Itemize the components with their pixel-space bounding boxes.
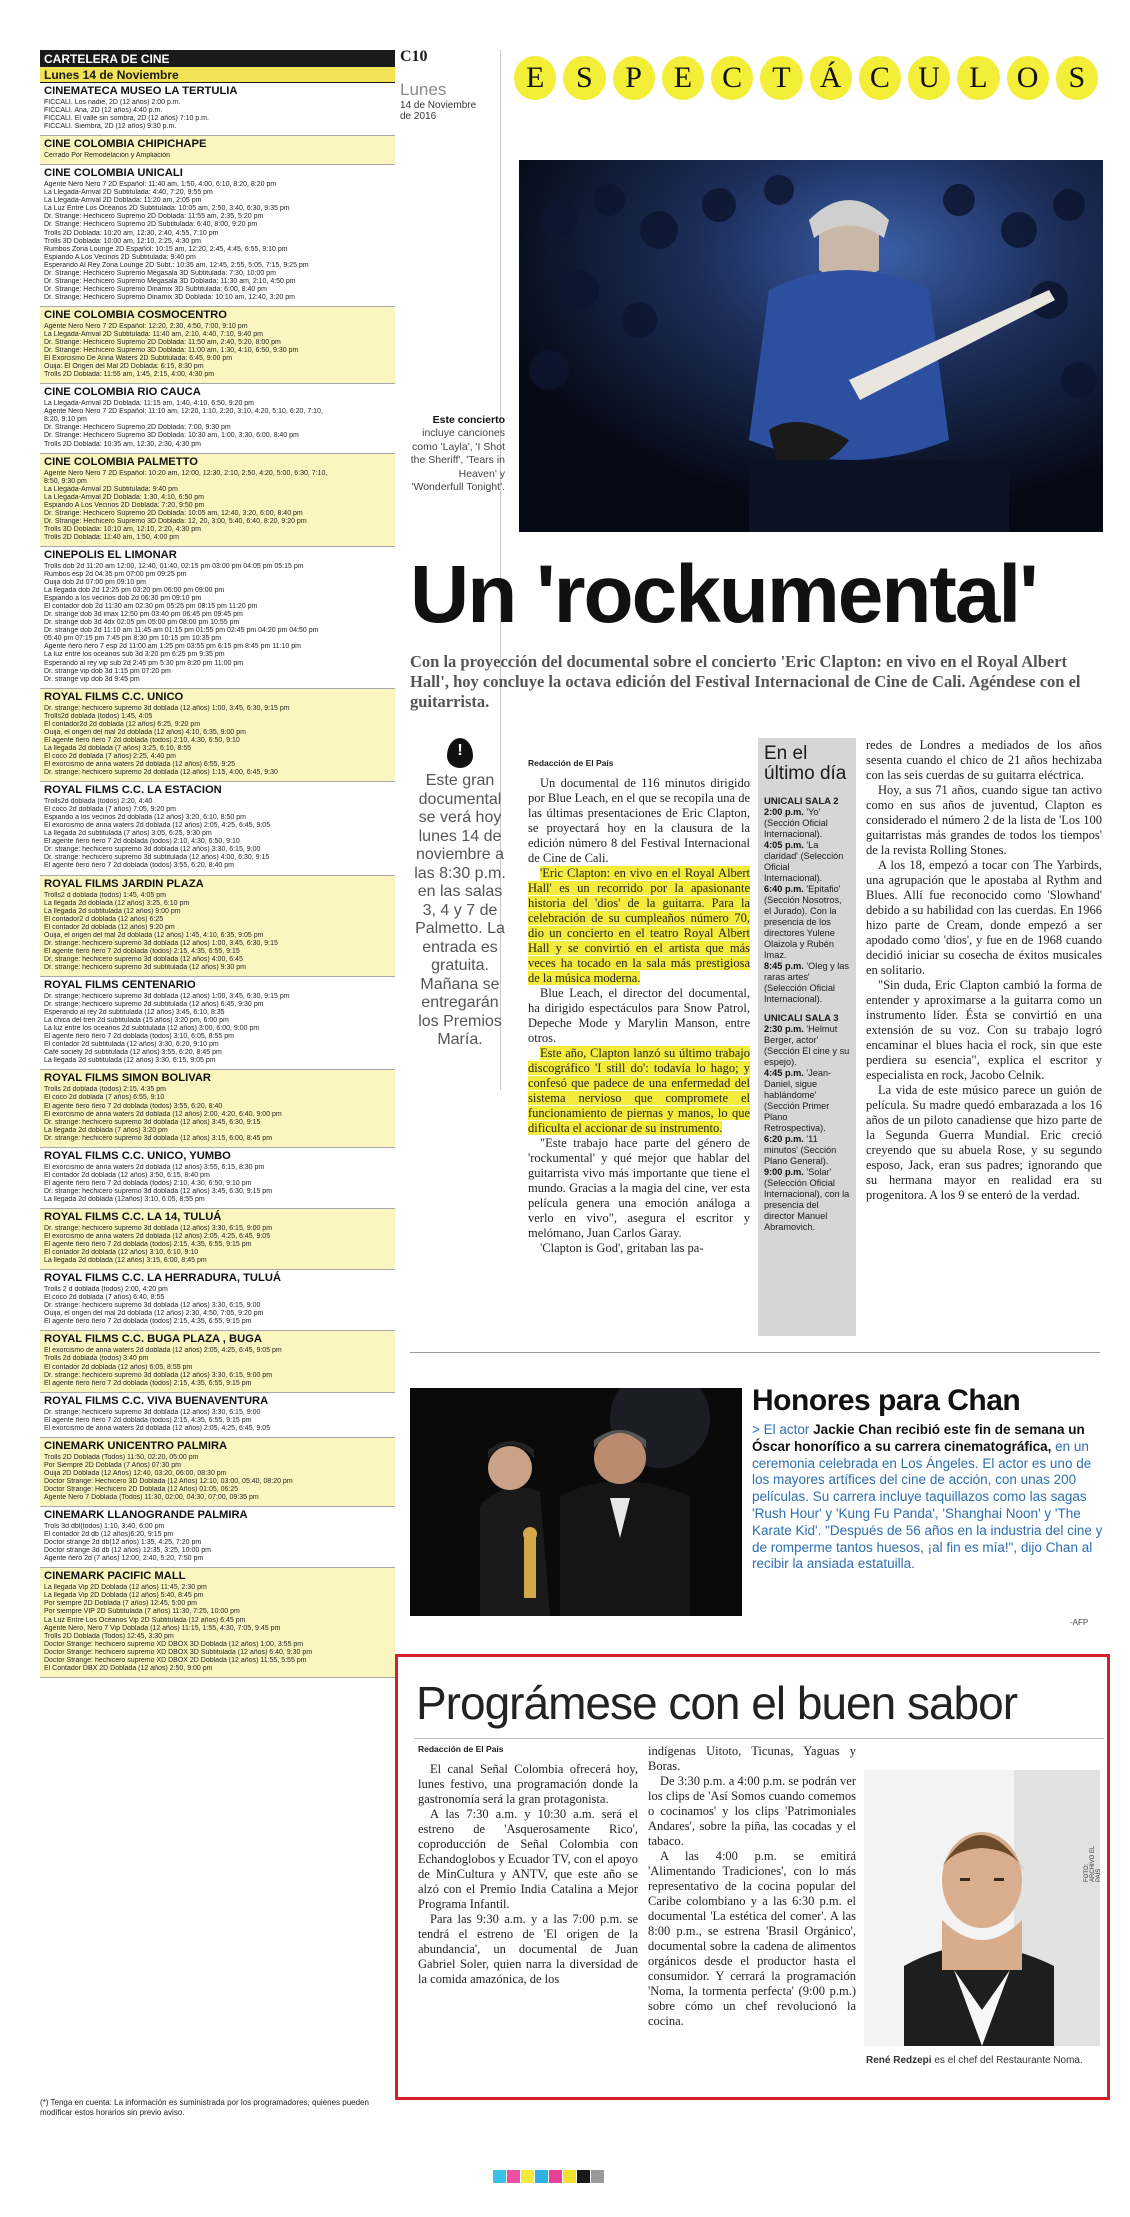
redzepi-caption: René Redzepi es el chef del Restaurante Noma.	[866, 2055, 1083, 2066]
showtime-line: Esperando al rey 2d subtitulada (12 años) 3:45, 6:10, 8:35	[44, 1009, 225, 1017]
color-swatch	[521, 2170, 534, 2183]
showtime-line: Por siempre VIP 2D Subtitulada (7 años) 11:30, 7:25, 10:00 pm	[44, 1608, 240, 1616]
rockumental-column-3: redes de Londres a mediados de los años sesenta cuando el chico de 21 años hechizaba con las seis cuerdas de su guitarra eléctrica. Hoy, a sus 71 años, cuando sigue tan activo como en sus años de juventud, Clapton es considerado el número 2 de la lista de 'Los 100 guitarristas más grandes de todos los tiempos' de la revista Rolling Stones. A los 18, empezó a tocar con The Yarbirds, una agrupación que le apostaba al Rythm and Blues. Allí fue reconocido como 'Slowhand' debido a su habilidad con las cuerdas. En 1966 hizo parte de Cream, donde empezó a ser apodado como 'dios', y fue en de 1968 cuando decidió iniciar su cosecha de éxitos musicales en solitario. "Sin duda, Eric Clapton cambió la forma de entender y aproximarse a la guitarra como un instrumento líder. Ésta se convirtió en una extensión de su voz. Con su trabajo logró encaminar el blues hacia el rock, sin que este perdiera su esencia", explica el escritor y especialista en rock, Jacobo Celnik. La vida de este músico parece un guión de película. Su madre quedó embarazada a los 16 años de un piloto canadiense que hizo parte de la Segunda Guerra Mundial. Eric creció creyendo que su abuela Rose, y su segundo esposo, Jack, eran sus padres; ignorando que su hermana mayor en realidad era su progenitora. A los 9 se enteró de la verdad.	[866, 738, 1102, 1202]
showtime-line: Trols 3d dbl(todos) 1:10, 3:40, 6:00 pm	[44, 1523, 165, 1531]
programese-column-1	[418, 1744, 638, 1987]
showtime-line: El contador 2d doblada (12 años) 9:20 pm	[44, 923, 175, 931]
showtime-line: Agente ñero 2d (7 años) 12:00, 2:40, 5:20, 7:50 pm	[44, 1555, 204, 1563]
cinema-name: CINE COLOMBIA PALMETTO	[44, 455, 198, 468]
paragraph: Para las 9:30 a.m. y a las 7:00 p.m. se tendrá el estreno de 'El origen de la abundancia', un documental de Juan Gabriel Soler, quien narra la diversidad de la comida amazónica, de los	[418, 1912, 638, 1986]
showtime-line: El coco 2d doblada (7 años) 6:40, 8:55	[44, 1294, 165, 1302]
screening-item: 6:20 p.m. '11 minutos' (Sección Plano General).	[764, 1134, 837, 1166]
showtime-line: El exorcismo de anna waters 2d doblada (12 años) 2:00, 4:20, 6:40, 9:00 pm	[44, 1110, 282, 1118]
pull-quote-text: Este gran documental se verá hoy lunes 14 de noviembre a las 8:30 p.m. en las salas 3, 4 y 7 de Palmetto. La entrada es gratuita. Mañana se entregarán los Premios María.	[414, 772, 506, 1048]
section-letter: U	[908, 56, 950, 100]
showtime-line: Dr. strange: hechicero supremo 3d doblada (12 años) 3:30, 6:15, 9:00	[44, 1408, 261, 1416]
section-letter: T	[760, 56, 802, 100]
showtime-line: Dr. Strange: Hechicero Supremo 2D Doblada: 11:55 am, 2:35, 5:20 pm	[44, 213, 264, 221]
color-swatch	[577, 2170, 590, 2183]
showtime-line: FICCALI. Siembra, 2D (12 años) 9:30 p.m.	[44, 123, 177, 131]
showtime-line: El exorcismo de anna waters 2d doblada (12 años) 2:05, 4:25, 6:45, 9:05	[44, 1424, 271, 1432]
cinema-name: ROYAL FILMS C.C. UNICO, YUMBO	[44, 1149, 231, 1162]
highlighted-text: 'Eric Clapton: en vivo en el Royal Albert Hall' es un recorrido por la apasionante historia del 'dios' de la guitarra. Para la celebración de su cumpleaños número 70, dio un concierto en el teatro Royal Albert Hall y se convirtió en el artista que más veces ha tocado en la sala más prestigiosa de la música moderna.	[528, 866, 750, 985]
showtime-line: Espiando a los vecinos 2d doblada (12 años) 3:20, 6:10, 8:50 pm	[44, 814, 246, 822]
cinema-name: ROYAL FILMS C.C. LA HERRADURA, TULUÁ	[44, 1272, 282, 1285]
chan-headline: Honores para Chan	[752, 1384, 1021, 1417]
cinema-name: CINE COLOMBIA CHIPICHAPE	[44, 138, 207, 151]
paragraph: indígenas Uitoto, Ticunas, Yaguas y Boras.	[648, 1744, 856, 1773]
showtime-line: Trolls 2D Doblada: 11:40 am, 1:50, 4:00 pm	[44, 533, 180, 541]
showtime-line: Doctor strange 3d db (12 años) 12:35, 3:25, 10:00 pm	[44, 1547, 211, 1555]
showtime-line: Trolls 2D Doblada: 11:55 am, 1:45, 2:15, 4:00, 4:30 pm	[44, 371, 215, 379]
showtime-line: El agente ñero ñero 7 2d doblada (todos) 2:15, 4:35, 6:55, 9:15 pm	[44, 1379, 252, 1387]
section-letter: O	[1007, 56, 1049, 100]
section-divider	[410, 1352, 1100, 1353]
showtime-line: El exorcismo de anna waters 2d doblada (12 años) 2:05, 4:25, 6:45, 9:05	[44, 822, 271, 830]
showtime-line: La Llegada-Arrival 2D Subtitulada: 11:40 am, 2:10, 4:40, 7:10, 9:40 pm	[44, 330, 263, 338]
chan-photo	[410, 1388, 742, 1616]
showtime-line: La llegada 2d doblada (7 años) 3:25, 6:10, 8:55	[44, 744, 192, 752]
byline: Redacción de El País	[528, 758, 614, 768]
showtime-line: La Llegada-Arrival 2D Doblada: 11:15 am, 1:40, 4:10, 6:50, 9:20 pm	[44, 400, 255, 408]
showtime-line: Espiando a los vecinos dob 2d 06:30 pm 09:10 pm	[44, 595, 202, 603]
showtime-line: El agente ñero ñero 7 2d doblada (todos) 2:10, 4:30, 6:50, 9:10	[44, 736, 240, 744]
programese-rule	[414, 1738, 1104, 1739]
showtime-line: Dr. strange vip dob 3d 9:45 pm	[44, 675, 140, 683]
showtime-line: El exorcismo de anna waters 2d doblada (12 años) 6:55, 9:25	[44, 761, 236, 768]
concert-photo	[519, 160, 1103, 532]
showtime-line: Doctor Strange: Hechicero 2D Doblada (12 Años) 01:05, 06:25	[44, 1486, 239, 1493]
section-letter: Á	[810, 56, 852, 100]
showtime-line: Trolls 2d doblada (todos) 3:40 pm	[44, 1355, 149, 1363]
color-swatch	[549, 2170, 562, 2183]
paragraph: A las 7:30 a.m. y 10:30 a.m. será el estreno de 'Asquerosamente Rico', coproducción de Señal Colombia con Echandoglobos y Ecuador TV, con el apoyo de MinCultura y ANTV, que este año se alzó con el Premio India Catalina a Mejor Programa Infantil.	[418, 1807, 638, 1911]
showtime-line: Doctor Strange: hechicero supremo XD DBOX 3D Doblada (12 años) 1:00, 3:55 pm	[44, 1640, 304, 1648]
screening-item: 2:00 p.m. 'Yo' (Sección Oficial Internacional).	[764, 807, 828, 839]
color-swatch	[493, 2170, 506, 2183]
showtime-line: El agente ñero ñero 7 2d doblada (todos) 2:15, 4:35, 6:55, 9:15	[44, 947, 240, 955]
showtime-line: Agente Ñero Ñero 7 2D Español: 11:10 am, 12:20, 1:10, 2:20, 3:10, 4:20, 5:10, 6:20, 7:10,	[44, 408, 323, 416]
showtime-line: Dr. Strange: Hechicero Supremo 2D Doblada: 7:00, 9:30 pm	[44, 424, 231, 432]
redzepi-photo	[864, 1770, 1100, 2046]
cinema-name: ROYAL FILMS C.C. BUGA PLAZA , BUGA	[44, 1333, 262, 1346]
showtime-line: Ouija dob 2d 07:00 pm 09:10 pm	[44, 579, 146, 587]
showtime-line: Dr. Strange: Hechicero Supremo 3D Doblada: 11:00 am, 1:30, 4:10, 6:50, 9:30 pm	[44, 347, 299, 355]
showtime-line: Dr. Strange: Hechicero Supremo 2D Doblada: 11:50 am, 2:40, 5:20, 8:00 pm	[44, 339, 281, 347]
afp-credit: -AFP	[1070, 1618, 1089, 1627]
showtime-line: El contador2d 2d doblada (12 años) 6:25, 9:20 pm	[44, 720, 201, 728]
section-letter: L	[957, 56, 999, 100]
cinema-listing	[40, 1070, 395, 1147]
screening-item: 4:45 p.m. 'Jean-Daniel, sigue hablándome' (Sección Primer Plano Retrospectiva).	[764, 1068, 832, 1133]
showtime-line: El contador 2d doblada (12 años) 6:05, 8:55 pm	[44, 1363, 193, 1371]
showtime-line: Dr. Strange: Hechicero Supremo Megasala 3D Doblada: 11:30 am, 2:10, 4:50 pm	[44, 277, 296, 285]
showtime-line: Dr. strange: hechicero supremo 3d doblada (12 años) 3:30, 6:15, 9:00 pm	[44, 1224, 273, 1232]
cartelera-column	[40, 50, 395, 2090]
cinema-name: CINE COLOMBIA UNICALI	[44, 167, 183, 180]
showtime-line: Rumbos esp 2d 04:35 pm 07:00 pm 09:25 pm	[44, 571, 187, 579]
showtime-line: El agente ñero ñero 7 2d doblada (todos) 2:10, 4:30, 6:50, 9:10 pm	[44, 1179, 252, 1187]
showtime-line: Dr. strange: hechicero supremo 3d doblada (12 años) 1:00, 3:45, 6:30, 9:15 pm	[44, 992, 290, 1000]
showtime-line: Dr. strange: hechicero supremo 3d doblada (12 años) 1:00, 3:45, 6:30, 9:15 pm	[44, 704, 290, 712]
showtime-line: Agente Ñero, Ñero 7 Vip Doblada (12 años) 11:15, 1:55, 4:30, 7:05, 9:45 pm	[44, 1624, 281, 1632]
showtime-line: La Llegada-Arrival 2D Subtitulada: 9:40 pm	[44, 485, 178, 493]
showtime-line: Trolls 2d doblada (todos) 2:15, 4:35 pm	[44, 1086, 166, 1094]
sala-label: UNICALI SALA 2	[764, 796, 839, 807]
page-number: C10	[400, 48, 428, 65]
sala-label: UNICALI SALA 3	[764, 1013, 839, 1024]
showtime-line: Agente Ñero Ñero 7 2D Español: 11:40 am, 1:50, 4:00, 6:10, 8:20, 8:20 pm	[44, 181, 277, 189]
cinema-listing	[40, 1331, 395, 1392]
cinema-name: ROYAL FILMS C.C. VIVA BUENAVENTURA	[44, 1394, 269, 1407]
pull-quote	[410, 738, 510, 1050]
showtime-line: El Exorcismo De Anna Waters 2D Subtitulada: 6:45, 9:00 pm	[44, 355, 233, 363]
showtime-line: Agente Ñero Ñero 7 2D Español: 12:20, 2:30, 4:50, 7:00, 9:10 pm	[44, 322, 248, 330]
section-letter: E	[514, 56, 556, 100]
programese-headline: Prográmese con el buen sabor	[416, 1677, 1018, 1729]
showtime-line: El coco 2d doblada (7 años) 6:55, 9:10	[44, 1094, 165, 1102]
color-swatch	[591, 2170, 604, 2183]
cinema-name: CINEMARK UNICENTRO PALMIRA	[44, 1439, 228, 1452]
showtime-line: La llegada Vip 2D Doblada (12 años) 11:45, 2:30 pm	[44, 1584, 207, 1592]
cinema-listing	[40, 384, 395, 453]
paragraph: El canal Señal Colombia ofrecerá hoy, lunes festivo, una programación donde la gastronomía será la gran protagonista.	[418, 1762, 638, 1806]
showtime-line: El exorcismo de anna waters 2d doblada (12 años) 3:55, 6:15, 8:30 pm	[44, 1163, 265, 1171]
cinema-list	[40, 83, 395, 1678]
showtime-line: Ouija: El Origen del Mal 2D Doblada: 6:15, 8:30 pm	[44, 363, 204, 371]
showtime-line: El agente ñero ñero 7 2d doblada (todos) 2:15, 4:35, 6:55, 9:15 pm	[44, 1416, 252, 1424]
programese-column-2	[648, 1744, 856, 2029]
cinema-listing	[40, 83, 395, 136]
showtime-line: El contador 2d db (12 años)6:20, 9:15 pm	[44, 1531, 174, 1539]
showtime-line: Trolls dob 2d 11:20 am 12:00, 12:40, 01:40, 02:15 pm 03:00 pm 04:05 pm 05:15 pm	[44, 562, 304, 570]
cinema-listing	[40, 136, 395, 165]
exclamation-icon	[447, 738, 473, 768]
showtime-line: El exorcismo de anna waters 2d doblada (12 años) 2:05, 4:25, 6:45, 9:05	[44, 1233, 271, 1241]
cinema-name: CINE COLOMBIA COSMOCENTRO	[44, 308, 227, 321]
showtime-line: Esperando Al Rey Zona Lounge 2D Subt.: 10:35 am, 12:45, 2:55, 5:05, 7:15, 9:25 pm	[44, 261, 309, 269]
cinema-name: ROYAL FILMS CENTENARIO	[44, 978, 196, 991]
cartelera-footnote: (*) Tenga en cuenta: La información es suministrada por los programadores, quienes pueden modificar estos horarios sin previo aviso.	[40, 2098, 369, 2117]
cinema-name: ROYAL FILMS C.C. LA ESTACION	[44, 784, 222, 797]
showtime-line: Trolls 3D Doblada: 10:10 am, 12:10, 2:20, 4:30 pm	[44, 525, 201, 533]
showtime-line: Trolls2d doblada (todos) 2:20, 4:40	[44, 798, 153, 806]
showtime-line: La Luz Entre Los Océanos Vip 2D Subtitulada (12 años) 6:45 pm	[44, 1616, 246, 1624]
showtime-line: El agente ñero ñero 7 2d doblada (todos) 2:15, 4:35, 6:55, 9:15 pm	[44, 1318, 252, 1326]
highlighted-text: Este año, Clapton lanzó su último trabajo discográfico 'I still do': todavía lo hago; y confesó que padece de una enfermedad del sistema nervioso que compromete el funcionamiento de piernas y manos, lo que dificulta el accionar de su instrumento.	[528, 1046, 750, 1135]
cinema-name: CINEMARK PACIFIC MALL	[44, 1570, 186, 1583]
showtime-line: Doctor strange 2d db(12 años) 1:35, 4:25, 7:20 pm	[44, 1539, 202, 1547]
showtime-line: Dr. Strange: Hechicero Supremo Dinamix 3D Doblada: 10:10 am, 12:40, 3:20 pm	[44, 293, 295, 301]
section-banner	[510, 56, 1098, 100]
cinema-listing	[40, 1568, 395, 1678]
showtime-line: Dr. Strange: Hechicero Supremo Dinamix 3D Subtitulada: 6:00, 8:40 pm	[44, 285, 267, 293]
showtime-line: Dr. Strange: Hechicero Supremo Megasala 3D Subtitulada: 7:30, 10:00 pm	[44, 269, 276, 277]
color-swatch	[535, 2170, 548, 2183]
print-color-bar	[493, 2170, 604, 2183]
showtime-line: La llegada 2d doblada (7 años) 3:20 pm	[44, 1126, 168, 1134]
concert-photo-caption: Este concierto incluye canciones como 'Layla', 'I Shot the Sheriff', 'Tears in Heaven' y 'Wonderfull Tonight'.	[410, 414, 505, 494]
cinema-name: CINEMARK LLANOGRANDE PALMIRA	[44, 1509, 248, 1522]
cinema-listing	[40, 454, 395, 547]
section-letter: C	[859, 56, 901, 100]
screening-item: 2:30 p.m. 'Helmut Berger, actor' (Sección El cine y su espejo).	[764, 1024, 850, 1067]
showtime-line: La llegada 2d subtitulada (12 años) 3:30, 6:15, 9:05 pm	[44, 1057, 216, 1065]
showtime-line: La llegada Vip 2D Doblada (12 años) 5:40, 8:45 pm	[44, 1592, 204, 1600]
color-swatch	[507, 2170, 520, 2183]
paragraph: De 3:30 p.m. a 4:00 p.m. se podrán ver los clips de 'Así Somos cuando comemos o cocinamos' y los clips 'Patrimoniales Andares', sobre la piña, las cocadas y el tabaco.	[648, 1774, 856, 1848]
paragraph: A las 4:00 p.m. se emitirá 'Alimentando Tradiciones', con lo más representativo de la cocina popular del Caribe colombiano y a las 6:30 p.m. el documental 'La estética del comer'. A las 8:00 p.m., se estrena 'Brasil Orgánico', documental sobre la cadena de alimentos orgánicos desde el productor hasta el consumidor. Y cerrará la programación 'Noma, la tormenta perfecta' (9:00 p.m.) sobre cómo un chef revolucionó la cocina.	[648, 1849, 856, 2028]
showtime-line: La llegada dob 2d 12:25 pm 03:20 pm 06:00 pm 09:00 pm	[44, 587, 225, 595]
showtime-line: Dr. Strange: Hechicero Supremo 3D Doblada: 12, 20, 3:00, 5:40, 6:40, 8:20, 9:20 pm	[44, 517, 307, 525]
showtime-line: Trolls2 d doblada (todos) 1:45, 4:05 pm	[44, 891, 166, 899]
screening-item: 8:45 p.m. 'Oleg y las raras artes' (Selección Oficial Internacional).	[764, 961, 849, 1004]
rockumental-headline: Un 'rockumental'	[410, 549, 1037, 640]
showtime-line: El exorcismo de anna waters 2d doblada (12 años) 2:05, 4:25, 6:45, 9:05 pm	[44, 1347, 282, 1355]
cinema-name: ROYAL FILMS JARDIN PLAZA	[44, 877, 204, 890]
screening-item: 6:40 p.m. 'Epitafio' (Sección Nosotros, el Jurado). Con la presencia de los directores Yulene Olaizola y Rubén Imaz.	[764, 884, 842, 960]
showtime-line: La Llegada-Arrival 2D Subtitulada: 4:40, 7:20, 9:55 pm	[44, 189, 213, 197]
cinema-listing	[40, 547, 395, 689]
showtime-line: Trolls 3D Doblada: 10:00 am, 12:10, 2:25, 4:30 pm	[44, 237, 201, 245]
showtime-line: Dr. strange: hechicero supremo 2d doblada (12 años) 1:15, 4:00, 6:45, 9:30	[44, 769, 278, 777]
showtime-line: Espiando A Los Vecinos 2D Subtitulada: 9:40 pm	[44, 253, 196, 261]
section-letter: S	[563, 56, 605, 100]
showtime-line: FICCALI. El valle sin sombra, 2D (12 años) 7:10 p.m.	[44, 115, 209, 123]
cinema-listing	[40, 1438, 395, 1507]
showtime-line: Ouija, el origen del mal 2d doblada (12 años) 2:30, 4:50, 7:05, 9:20 pm	[44, 1310, 264, 1318]
showtime-line: El contador2 d doblada (12 años) 6:25	[44, 915, 164, 923]
page-date: 14 de Noviembre de 2016	[400, 100, 477, 122]
photo-credit: FOTO: ARCHIVO EL PAÍS	[1084, 1845, 1102, 1882]
section-letter: P	[613, 56, 655, 100]
showtime-line: Ouija, el origen del mal 2d doblada (12 años) 4:10, 6:35, 9:00 pm	[44, 728, 246, 736]
showtime-line: Dr. strange: hechicero supremo 3d doblada (12 años) 3:30, 6:15, 9:00 pm	[44, 1371, 273, 1379]
section-letter: S	[1056, 56, 1098, 100]
showtime-line: Trolls2d doblada (todos) 1:45, 4:05	[44, 712, 153, 720]
screening-item: 4:05 p.m. 'La claridad' (Selección Oficial Internacional).	[764, 840, 844, 883]
showtime-line: El contador dob 2d 11:30 am 02:30 pm 05:25 pm 08:15 pm 11:20 pm	[44, 603, 258, 611]
showtime-line: La Llegada-Arrival 2D Doblada: 1:30, 4:10, 6:50 pm	[44, 493, 204, 501]
showtime-line: El contador 2d subtitulada (12 años) 3:30, 6:20, 9:10 pm	[44, 1041, 219, 1049]
showtime-line: Dr. strange: hechicero supremo 3d doblada (12 años) 3:45, 6:30, 9:15	[44, 1118, 261, 1126]
cinema-listing	[40, 1270, 395, 1331]
showtime-line: El Contador DBX 2D Doblada (12 años) 2:50, 9:00 pm	[44, 1664, 213, 1672]
cinema-name: CINE COLOMBIA RIO CAUCA	[44, 386, 201, 399]
showtime-line: Por Siempre 2D Doblada (7 Años) 07:30 pm	[44, 1461, 181, 1469]
cinema-name: CINEMATECA MUSEO LA TERTULIA	[44, 85, 238, 97]
cinema-listing	[40, 782, 395, 875]
showtime-line: La llegada 2d doblada (12años) 3:10, 6:05, 8:55 pm	[44, 1195, 205, 1203]
showtime-line: 8:20, 9:10 pm	[44, 416, 87, 424]
showtime-line: Doctor Strange: hechicero supremo XD DBOX 3D Subtitulada (12 años) 6:40, 9:30 pm	[44, 1648, 313, 1656]
showtime-line: Trolls 2D Doblada: 10:20 am, 12:30, 2:40, 4:55, 7:10 pm	[44, 229, 219, 237]
ultimo-dia-sidebar	[758, 738, 856, 1336]
showtime-line: FICCALI. Ana, 2D (12 años) 4:40 p.m.	[44, 107, 163, 115]
showtime-line: El agente ñero ñero 7 2d doblada (todos) 2:15, 4:35, 6:55, 9:15 pm	[44, 1241, 252, 1249]
cinema-listing	[40, 1209, 395, 1270]
showtime-line: La chica del tren 2d subtitulada (15 años) 3:20 pm, 6:00 pm	[44, 1017, 229, 1025]
showtime-line: La llegada 2d doblada (12 años) 3:25, 6:10 pm	[44, 899, 190, 907]
byline: Redacción de El País	[418, 1744, 504, 1754]
rockumental-deck: Con la proyección del documental sobre el concierto 'Eric Clapton: en vivo en el Royal Albert Hall', hoy concluye la octava edición del Festival Internacional de Cine de Cali. Agéndese con el guitarrista.	[410, 652, 1081, 711]
showtime-line: Dr. Strange: Hechicero Supremo 2D Subtitulada: 6:40, 8:00, 9:20 pm	[44, 221, 258, 229]
showtime-line: Trolls 2D Doblada (Todos) 12:45, 3:30 pm	[44, 1632, 174, 1640]
cinema-name: ROYAL FILMS SIMON BOLIVAR	[44, 1072, 211, 1085]
cinema-name: ROYAL FILMS C.C. LA 14, TULUÁ	[44, 1210, 222, 1223]
showtime-line: Dr. strange dob 3d 4dx 02:05 pm 05:00 pm 08:00 pm 10:55 pm	[44, 619, 240, 627]
showtime-line: La Llegada-Arrival 2D Doblada: 11:20 am, 2:05 pm	[44, 197, 202, 205]
showtime-line: Dr. strange: hechicero supremo 3d doblada (12 años) 3:15, 6:00, 8:45 pm	[44, 1134, 273, 1142]
showtime-line: Dr. strange: hechicero supremo 3d subtitulada (12 años) 9:30 pm	[44, 963, 246, 971]
cinema-listing	[40, 1393, 395, 1438]
showtime-line: La llegada 2d subtitulada (12 años) 9:00 pm	[44, 907, 181, 915]
showtime-line: La Luz Entre Los Océanos 2D Subtitulada: 10:05 am, 2:50, 3:40, 6:30, 9:35 pm	[44, 205, 290, 213]
showtime-line: Dr. Strange: Hechicero Supremo 2D Doblada: 10:05 am, 12:40, 3:20, 6:00, 8:40 pm	[44, 509, 303, 517]
showtime-line: Ouija 2D Doblada (12 Años) 12:40, 03:20, 06:00, 08:30 pm	[44, 1469, 227, 1477]
chan-body: > El actor Jackie Chan recibió este fin de semana un Óscar honorífico a su carrera cinematográfica, en un ceremonia celebrada en Los Ángeles. El actor es uno de los mayores artífices del cine de acción, con unas 200 películas. Su carrera incluye taquillazos como las sagas 'Rush Hour' y 'Kung Fu Panda', 'Shanghai Noon' y 'The Karate Kid'. "Después de 56 años en la industria del cine y de romperme tantos huesos, ¡al fin es mía!", dijo Chan al recibir la ansiada estatuilla.	[752, 1422, 1103, 1572]
page-day: Lunes	[400, 80, 447, 99]
showtime-line: Ouija, el origen del mal 2d doblada (12 años) 1:45, 4:10, 6:35, 9:05 pm	[44, 931, 264, 939]
showtime-line: Dr. strange dob 3d imax 12:50 pm 03:40 pm 06:45 pm 09:45 pm	[44, 611, 243, 619]
showtime-line: Dr. strange: hechicero supremo 3d subtitulada (12 años) 4:00, 6:30, 9:15	[44, 854, 270, 862]
showtime-line: El agente ñero ñero 7 2d doblada (todos) 3:55, 6:20, 8:40 pm	[44, 862, 234, 870]
ultimo-dia-title: En el último día	[764, 743, 847, 784]
section-letter: E	[662, 56, 704, 100]
showtime-line: Dr. strange: hechicero supremo 3d doblada (12 años) 4:00, 6:45	[44, 955, 243, 963]
cinema-listing	[40, 165, 395, 307]
cinema-listing	[40, 689, 395, 782]
showtime-line: El agente ñero ñero 7 2d doblada (todos) 2:10, 4:30, 6:50, 9:10	[44, 838, 240, 846]
showtime-line: Dr. strange dob 2d 11:10 am 11:45 am 01:15 pm 01:55 pm 02:45 pm 04:20 pm 04:50 pm	[44, 627, 319, 635]
showtime-line: Trolls 2 d doblada (todos) 2:00, 4:20 pm	[44, 1286, 168, 1294]
showtime-line: Café society 2d subtitulada (12 años) 3:55, 6:20, 8:45 pm	[44, 1049, 222, 1057]
showtime-line: FICCALI. Los nadie, 2D (12 años) 2:00 p.m.	[44, 99, 181, 106]
showtime-line: Esperando al rey vip sub 2d 2:45 pm 5:30 pm 8:20 pm 11:00 pm	[44, 659, 244, 667]
showtime-line: El agente ñero ñero 7 2d doblada (todos) 3:55, 6:20, 8:40	[44, 1102, 223, 1110]
cinema-listing	[40, 1507, 395, 1568]
showtime-line: Doctor Strange: hechicero supremo XD DBOX 2D Doblada (12 años) 11:55, 5:55 pm	[44, 1656, 307, 1664]
section-letter: C	[711, 56, 753, 100]
showtime-line: Agente ñero ñero 7 esp 2d 11:00 am 1:25 pm 03:55 pm 6:15 pm 8:45 pm 11:10 pm	[44, 643, 301, 651]
showtime-line: El coco 2d doblada (7 años) 7:05, 9:20 pm	[44, 806, 176, 814]
showtime-line: Dr. strange: hechicero supremo 3d doblada (12 años) 1:00, 3:45, 6:30, 9:15	[44, 939, 278, 947]
showtime-line: Cerrado Por Remodelación y Ampliación	[44, 152, 171, 160]
cartelera-date: Lunes 14 de Noviembre	[40, 67, 395, 83]
showtime-line: El contador 2d doblada (12 años) 3:10, 6:10, 9:10	[44, 1249, 199, 1257]
showtime-line: La llegada 2d subtitulada (7 años) 3:05, 6:25, 9:30 pm	[44, 830, 212, 838]
showtime-line: La luz entre los oceanos sub 3d 3:20 pm 6:25 pm 9:35 pm	[44, 651, 225, 659]
screening-item: 9:00 p.m. 'Solar' (Selección Oficial Internacional), con la presencia del director Manuel Abramovich.	[764, 1167, 850, 1232]
color-swatch	[563, 2170, 576, 2183]
showtime-line: Doctor Strange: Hechicero 3D Doblada (12 Años) 12:10, 03:00, 05:40, 08:20 pm	[44, 1477, 293, 1485]
showtime-line: Dr. strange: hechicero supremo 2d subtitulada (12 años) 6:45, 9:30 pm	[44, 1001, 264, 1009]
showtime-line: Espiando A Los Vecinos 2D Doblada: 7:20, 9:50 pm	[44, 501, 205, 509]
showtime-line: El coco 2d doblada (7 años) 2:25, 4:40 pm	[44, 752, 176, 760]
showtime-line: Agente Ñero Ñero 7 2D Español: 10:20 am, 12:00, 12:30, 2:10, 2:50, 4:20, 5:00, 6:30, 7:10,	[44, 469, 328, 477]
rockumental-column-1: Redacción de El País Un documental de 116 minutos dirigido por Blue Leach, en el que se recopila una de las últimas presentaciones de Eric Clapton, se proyectará hoy en la clausura de la edición número 8 del Festival Internacional de Cine de Cali. 'Eric Clapton: en vivo en el Royal Albert Hall' es un recorrido por la apasionante historia del 'dios' de la guitarra. Para la celebración de su cumpleaños número 70, dio un concierto en el teatro Royal Albert Hall y se convirtió en el artista que más veces ha tocado en la sala más prestigiosa de la música moderna. Blue Leach, el director del documental, ha dirigido espectáculos para Snow Patrol, Depeche Mode y Marylin Manson, entre otros. Este año, Clapton lanzó su último trabajo discográfico 'I still do': todavía lo hago; y confesó que padece de una enfermedad del sistema nervioso que compromete el funcionamiento de piernas y manos, lo que dificulta el accionar de su instrumento. "Este trabajo hace parte del género de 'rockumental' y qué mejor que hablar del guitarrista vivo más importante que tiene el mundo. Gracias a la magia del cine, ver esta película genera una emoción análoga a verlo en vivo", asegura el escritor y melómano, Juan Carlos Garay. 'Clapton is God', gritaban las pa-	[528, 758, 750, 1255]
showtime-line: Agente Ñero 7 Doblada (Todos) 11:30, 02:00, 04:30, 07:00, 09:35 pm	[44, 1494, 259, 1502]
showtime-line: Dr. strange: hechicero supremo 3d doblada (12 años) 3:30, 6:15, 9:00	[44, 1302, 261, 1310]
showtime-line: Trolls 2D Doblada: 10:35 am, 12:30, 2:30, 4:30 pm	[44, 440, 201, 448]
cinema-listing	[40, 876, 395, 977]
cinema-listing	[40, 977, 395, 1070]
showtime-line: La luz entre los oceanos 2d subtitulada (12 años) 3:00, 6:00, 9:00 pm	[44, 1025, 260, 1033]
showtime-line: El agente ñero ñero 7 2d doblada (todos) 3:10, 6:05, 8:55 pm	[44, 1033, 234, 1041]
showtime-line: 05:40 pm 07:15 pm 7:45 pm 8:30 pm 10:15 pm 10:35 pm	[44, 635, 222, 643]
showtime-line: El contador 2d doblada (12 años) 3:50, 6:15, 8:40 pm	[44, 1171, 210, 1179]
showtime-line: 8:50, 9:30 pm	[44, 477, 87, 485]
showtime-line: Por siempre 2D Doblada (7 años) 12:45, 5:00 pm	[44, 1600, 197, 1608]
showtime-line: Rumbos Zona Lounge 2D Español: 10:15 am, 12:20, 2:45, 4:45, 6:55, 9:10 pm	[44, 245, 288, 253]
showtime-line: Dr. strange: hechicero supremo 3d doblada (12 años) 3:30, 6:15, 9:00	[44, 846, 261, 854]
cinema-listing	[40, 307, 395, 384]
showtime-line: Dr. Strange: Hechicero Supremo 3D Doblada: 10:30 am, 1:00, 3:30, 6:00, 8:40 pm	[44, 432, 299, 440]
showtime-line: Trolls 2D Doblada (Todos) 11:50, 02:20, 05:00 pm	[44, 1453, 199, 1461]
cartelera-title: CARTELERA DE CINE	[40, 50, 395, 67]
showtime-line: La llegada 2d doblada (12 años) 3:15, 6:00, 8:45 pm	[44, 1257, 207, 1265]
cinema-listing	[40, 1148, 395, 1209]
cinema-name: CINEPOLIS EL LIMONAR	[44, 548, 177, 561]
cinema-name: ROYAL FILMS C.C. UNICO	[44, 690, 184, 703]
showtime-line: Dr. strange vip dob 3d 1:15 pm 07:20 pm	[44, 667, 171, 675]
showtime-line: Dr. strange: hechicero supremo 3d doblada (12 años) 3:45, 6:30, 9:15 pm	[44, 1187, 273, 1195]
